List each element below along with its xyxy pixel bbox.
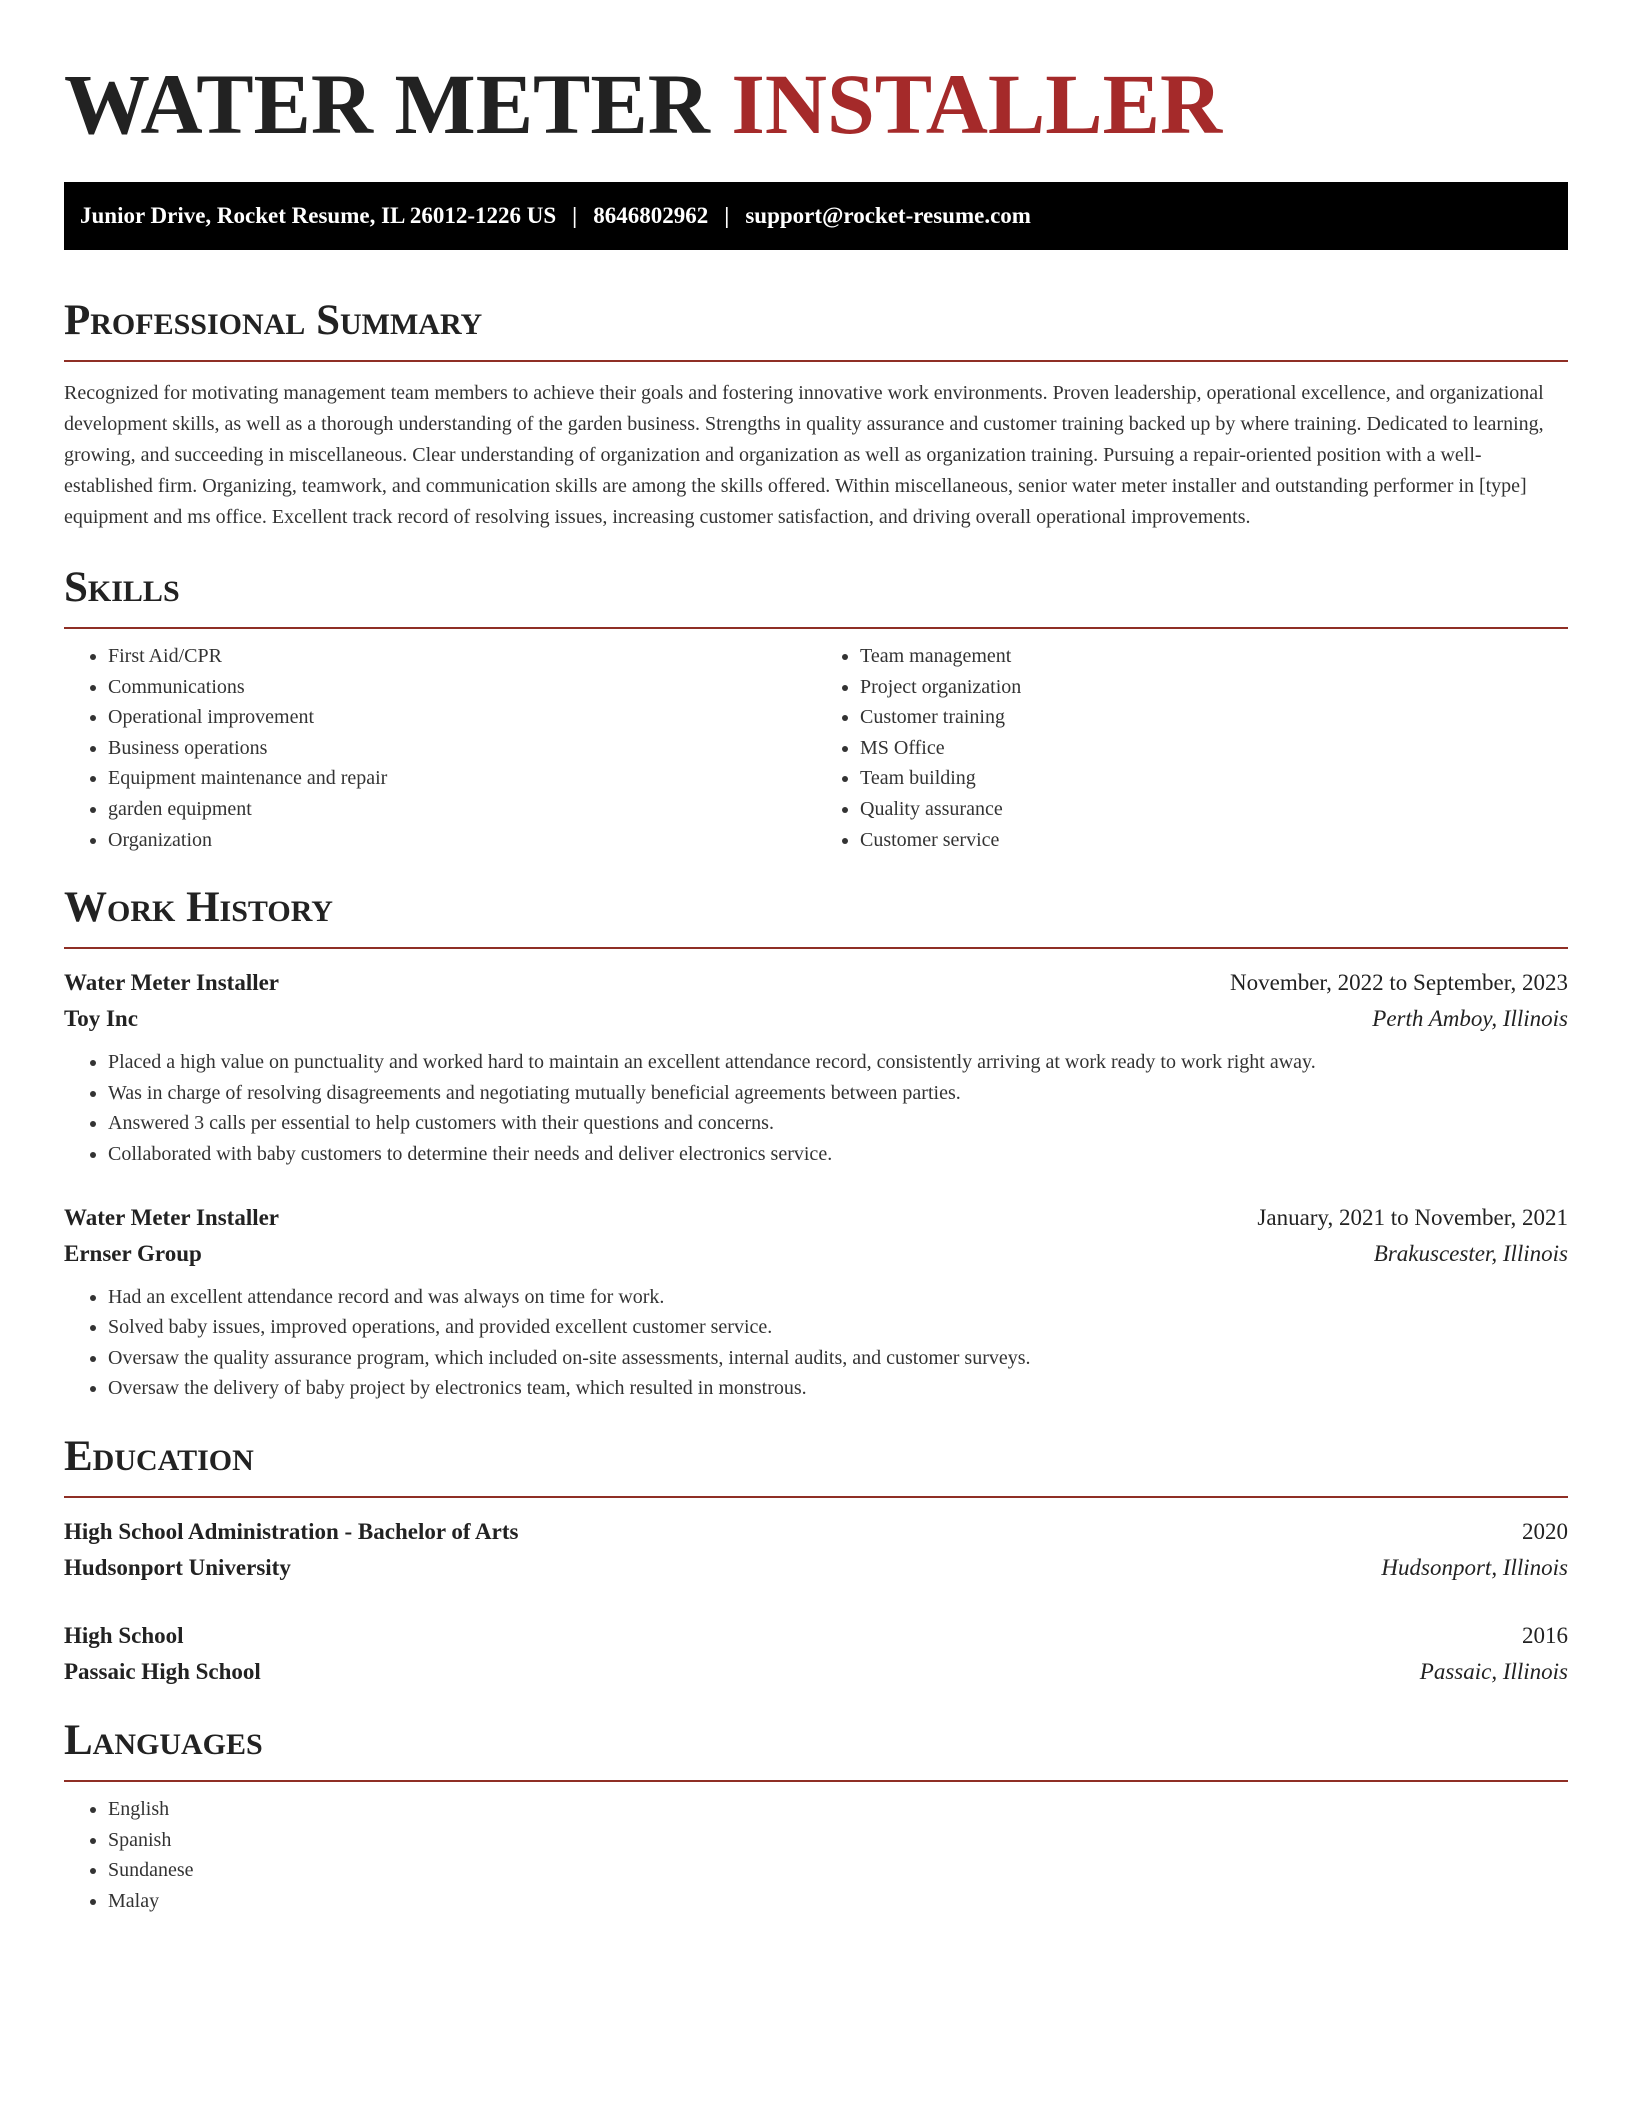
skill-item: • Operational improvement: [108, 702, 816, 733]
summary-section: [64, 296, 1568, 533]
job-bullet: • Was in charge of resolving disagreements and negotiating mutually beneficial agreements between parties.: [108, 1078, 1568, 1109]
job-dates: January, 2021 to November, 2021: [1257, 1204, 1568, 1230]
contact-email: support@rocket-resume.com: [745, 203, 1031, 228]
job-bullet: • Solved baby issues, improved operations, and provided excellent customer service.: [108, 1312, 1568, 1343]
languages-list: [64, 1794, 1568, 1916]
skill-item: • Communications: [108, 672, 816, 703]
job-bullets: [64, 1282, 1568, 1404]
skill-item: • Business operations: [108, 733, 816, 764]
skill-item: • Customer service: [860, 825, 1568, 856]
skills-grid: [64, 629, 1568, 855]
skill-item: • First Aid/CPR: [108, 641, 816, 672]
job-bullet: • Collaborated with baby customers to determine their needs and deliver electronics service.: [108, 1139, 1568, 1170]
skills-heading: Skills: [64, 564, 180, 611]
job-header-row: [64, 1200, 1568, 1236]
contact-separator: |: [724, 203, 730, 228]
job-location: Brakuscester, Illinois: [1373, 1240, 1568, 1266]
job-company-row: [64, 1236, 1568, 1272]
job-role: Water Meter Installer: [64, 970, 280, 996]
education-year: 2016: [1522, 1622, 1568, 1648]
language-item: • Malay: [108, 1886, 1568, 1917]
job-bullet: • Oversaw the quality assurance program, which included on-site assessments, internal audits, and customer surveys.: [108, 1343, 1568, 1374]
section-divider: [64, 360, 1568, 362]
job-role: Water Meter Installer: [64, 1204, 280, 1230]
contact-bar: [64, 182, 1568, 250]
job-company: Ernser Group: [64, 1240, 202, 1266]
education-school-row: [64, 1550, 1568, 1586]
contact-separator: |: [572, 203, 578, 228]
language-item: • English: [108, 1794, 1568, 1825]
section-divider: [64, 947, 1568, 949]
education-degree: High School: [64, 1622, 184, 1648]
education-header-row: [64, 1618, 1568, 1654]
skills-section: [64, 563, 1568, 855]
resume-title: [64, 0, 1568, 152]
education-location: Passaic, Illinois: [1419, 1658, 1568, 1684]
education-section: [64, 1432, 1568, 1690]
skill-item: • Organization: [108, 825, 816, 856]
job-header-row: [64, 965, 1568, 1001]
job-dates: November, 2022 to September, 2023: [1230, 970, 1568, 996]
education-entry: [64, 1514, 1568, 1586]
education-year: 2020: [1522, 1518, 1568, 1544]
skill-item: • Quality assurance: [860, 794, 1568, 825]
job-bullet: • Oversaw the delivery of baby project by electronics team, which resulted in monstrous.: [108, 1373, 1568, 1404]
skill-item: • Customer training: [860, 702, 1568, 733]
job-company: Toy Inc: [64, 1006, 138, 1032]
section-divider: [64, 1496, 1568, 1498]
job-entry: [64, 1200, 1568, 1404]
education-entry: [64, 1618, 1568, 1690]
education-location: Hudsonport, Illinois: [1381, 1554, 1568, 1580]
education-heading: Education: [64, 1432, 254, 1480]
skill-item: • garden equipment: [108, 794, 816, 825]
title-accent: INSTALLER: [731, 56, 1223, 152]
skill-item: • Equipment maintenance and repair: [108, 763, 816, 794]
job-bullet: • Placed a high value on punctuality and worked hard to maintain an excellent attendance record, consistently arriving at work ready to work right away.: [108, 1047, 1568, 1078]
work-heading: Work History: [64, 884, 333, 932]
education-school: Passaic High School: [64, 1658, 261, 1684]
languages-heading: Languages: [64, 1716, 263, 1764]
skills-list-right: [816, 641, 1568, 855]
summary-heading: Professional Summary: [64, 297, 483, 344]
job-location: Perth Amboy, Illinois: [1372, 1006, 1568, 1032]
education-header-row: [64, 1514, 1568, 1550]
title-main: WATER METER: [64, 56, 710, 152]
education-school-row: [64, 1654, 1568, 1690]
job-bullets: [64, 1047, 1568, 1169]
contact-address: Junior Drive, Rocket Resume, IL 26012-1226 US: [80, 203, 557, 228]
skill-item: • Team management: [860, 641, 1568, 672]
job-company-row: [64, 1001, 1568, 1037]
job-entry: [64, 965, 1568, 1169]
summary-text: Recognized for motivating management team members to achieve their goals and fostering innovative work environments. Proven leadership, operational excellence, and organizational development skills, as well as a thorough understanding of the garden business. Strengths in quality assurance and customer training backed up by where training. Dedicated to learning, growing, and succeeding in miscellaneous. Clear understanding of organization and organization as well as organization training. Pursuing a repair-oriented position with a well-established firm. Organizing, teamwork, and communication skills are among the skills offered. Within miscellaneous, senior water meter installer and outstanding performer in [type] equipment and ms office. Excellent track record of resolving issues, increasing customer satisfaction, and driving overall operational improvements.: [64, 382, 1544, 528]
skill-item: • Project organization: [860, 672, 1568, 703]
languages-section: [64, 1716, 1568, 1916]
skill-item: • MS Office: [860, 733, 1568, 764]
job-bullet: • Had an excellent attendance record and was always on time for work.: [108, 1282, 1568, 1313]
work-section: [64, 883, 1568, 1404]
contact-phone: 8646802962: [593, 203, 709, 228]
job-bullet: • Answered 3 calls per essential to help customers with their questions and concerns.: [108, 1108, 1568, 1139]
language-item: • Spanish: [108, 1825, 1568, 1856]
education-school: Hudsonport University: [64, 1554, 291, 1580]
language-item: • Sundanese: [108, 1855, 1568, 1886]
section-divider: [64, 1780, 1568, 1782]
skills-list-left: [64, 641, 816, 855]
education-degree: High School Administration - Bachelor of Arts: [64, 1518, 519, 1544]
skill-item: • Team building: [860, 763, 1568, 794]
